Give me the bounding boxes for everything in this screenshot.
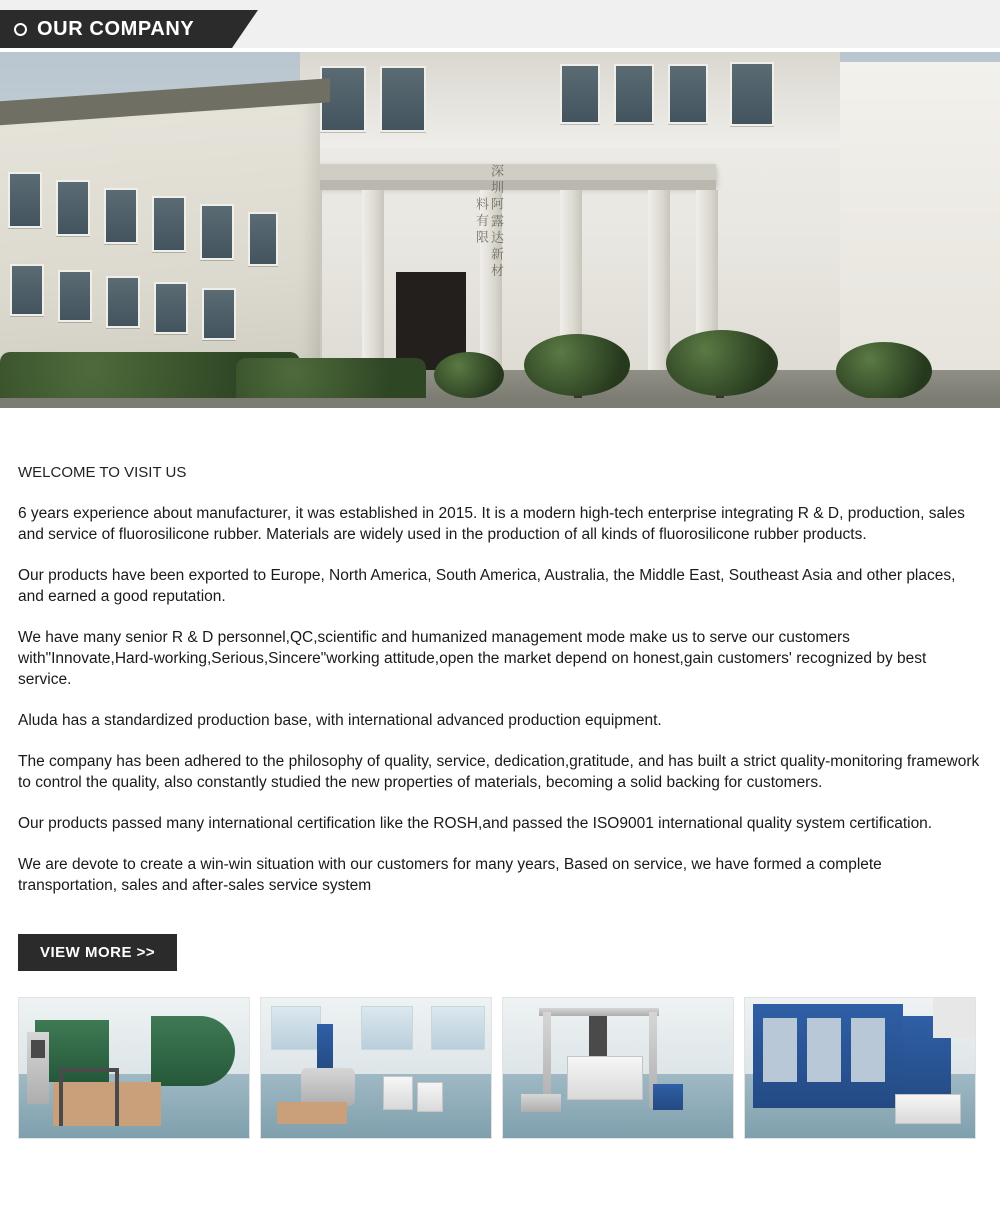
- railing: [59, 1068, 119, 1072]
- window: [668, 64, 708, 124]
- shrub: [666, 330, 778, 396]
- pillar: [648, 190, 670, 370]
- company-building-image: [0, 52, 1000, 408]
- mixer-column: [317, 1024, 333, 1074]
- oven-door: [763, 1018, 797, 1082]
- window: [614, 64, 654, 124]
- window: [380, 66, 426, 132]
- window: [104, 188, 138, 244]
- window: [58, 270, 92, 322]
- gallery-item-kneader-mixer[interactable]: [18, 997, 250, 1139]
- window: [560, 64, 600, 124]
- paragraph: Our products passed many international certification like the ROSH,and passed the ISO9001 international quality system certification.: [18, 815, 933, 832]
- mixing-tank: [301, 1068, 355, 1106]
- window: [152, 196, 186, 252]
- window: [431, 1006, 485, 1050]
- work-table: [567, 1056, 643, 1100]
- control-panel: [31, 1040, 45, 1058]
- building-canopy-shadow: [296, 180, 716, 190]
- gallery-item-industrial-oven[interactable]: [744, 997, 976, 1139]
- window: [248, 212, 278, 266]
- drum: [383, 1076, 413, 1110]
- hero-bottom-strip: [0, 398, 1000, 408]
- window: [200, 204, 234, 260]
- paragraph: Aluda has a standardized production base, with international advanced production equipment.: [18, 712, 662, 729]
- machine-body: [151, 1016, 235, 1086]
- paragraph: The company has been adhered to the philosophy of quality, service, dedication,gratitude, and has built a strict quality-monitoring framework to control the quality, also constantly studied the new properties of materials, becoming a solid backing for customers.: [18, 753, 980, 791]
- output-tray: [895, 1094, 961, 1124]
- shrub: [524, 334, 630, 396]
- equipment-gallery: [0, 971, 1000, 1163]
- base-frame: [521, 1094, 561, 1112]
- drum: [417, 1082, 443, 1112]
- company-description: [0, 464, 1000, 971]
- railing: [115, 1068, 119, 1126]
- pillar: [362, 190, 384, 370]
- window: [271, 1006, 321, 1050]
- gantry-beam: [539, 1008, 659, 1016]
- pallet: [277, 1102, 347, 1124]
- shrub: [836, 342, 932, 400]
- window: [154, 282, 188, 334]
- welcome-text: WELCOME TO VISIT US: [18, 464, 187, 481]
- paragraph: Our products have been exported to Europe, North America, South America, Australia, the Middle East, Southeast Asia and other places, and earned a good reputation.: [18, 567, 956, 605]
- blue-unit: [653, 1084, 683, 1110]
- window: [106, 276, 140, 328]
- window: [730, 62, 774, 126]
- oven-door: [851, 1018, 885, 1082]
- paragraph: 6 years experience about manufacturer, it was established in 2015. It is a modern high-tech enterprise integrating R & D, production, sales and service of fluorosilicone rubber. Materials are widely used in the production of all kinds of fluorosilicone rubber products.: [18, 505, 965, 543]
- gallery-item-dispensing-machine[interactable]: [502, 997, 734, 1139]
- window: [8, 172, 42, 228]
- page-title: OUR COMPANY: [37, 17, 195, 40]
- oven-door: [807, 1018, 841, 1082]
- window: [56, 180, 90, 236]
- paragraph: We have many senior R & D personnel,QC,scientific and humanized management mode make us to serve our customers with"Innovate,Hard-working,Serious,Sincere"working attitude,open the market depend on honest,gain customers' recognized by best service.: [18, 629, 927, 688]
- building-right: [828, 62, 1000, 392]
- shrub: [434, 352, 504, 398]
- gallery-item-mixing-tank-workshop[interactable]: [260, 997, 492, 1139]
- window: [361, 1006, 413, 1050]
- paragraph: We are devote to create a win-win situation with our customers for many years, Based on service, we have formed a complete transportation, sales and after-sales service system: [18, 856, 882, 894]
- window: [202, 288, 236, 340]
- circle-bullet-icon: [14, 23, 27, 36]
- header-tab-slant-decoration: [232, 10, 258, 48]
- view-more-button[interactable]: VIEW MORE >>: [18, 934, 177, 971]
- section-header: [0, 0, 1000, 52]
- window: [10, 264, 44, 316]
- duct: [933, 998, 976, 1038]
- dispensing-head: [589, 1016, 607, 1056]
- platform-stairs: [53, 1082, 161, 1126]
- section-header-tab: [0, 10, 232, 48]
- building-vertical-sign: 深 圳 阿 露 达 新 材 料 有 限: [474, 163, 504, 277]
- railing: [59, 1068, 63, 1126]
